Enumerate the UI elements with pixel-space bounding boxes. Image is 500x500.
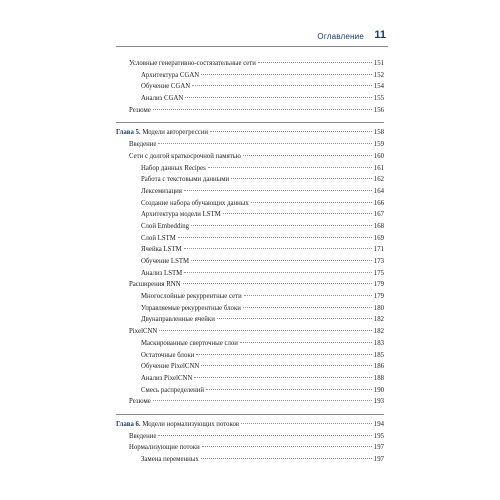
toc-entry[interactable]: [116, 326, 384, 338]
toc-entry[interactable]: [116, 338, 384, 350]
toc-entry-title: Нормализующие потоки: [129, 444, 200, 452]
dot-leader: [201, 74, 372, 75]
toc-chapter-entry[interactable]: [116, 127, 384, 139]
dot-leader: [258, 62, 372, 63]
toc-entry[interactable]: [116, 81, 384, 93]
toc-entry-title: Маскированные сверточные слои: [141, 339, 238, 347]
toc-entry[interactable]: [116, 139, 384, 151]
dot-leader: [153, 400, 372, 401]
toc-page-number: 169: [373, 234, 384, 242]
toc-page-number: 188: [373, 374, 384, 382]
dot-leader: [194, 377, 371, 378]
toc-entry[interactable]: [116, 279, 384, 291]
toc-page-number: 159: [373, 141, 384, 149]
table-of-contents: [116, 58, 384, 466]
chapter-label: Глава 6.: [116, 420, 141, 428]
chapter-title: Модели нормализующих потоков: [142, 420, 240, 428]
dot-leader: [223, 213, 372, 214]
dot-leader: [240, 342, 372, 343]
toc-entry-title: Обучение CGAN: [141, 83, 191, 91]
toc-entry-title: Введение: [129, 432, 157, 440]
toc-entry-title: Обучение LSTM: [141, 258, 190, 265]
toc-entry[interactable]: [116, 163, 384, 175]
toc-page-number: 197: [373, 444, 384, 452]
toc-entry[interactable]: [116, 174, 384, 186]
dot-leader: [158, 143, 371, 144]
dot-leader: [243, 155, 372, 156]
toc-entry[interactable]: [116, 350, 384, 362]
dot-leader: [191, 260, 372, 261]
toc-entry-title: Расширения RNN: [129, 281, 181, 289]
dot-leader: [201, 365, 372, 366]
toc-entry[interactable]: [116, 454, 384, 466]
toc-page-number: 154: [373, 83, 384, 91]
toc-entry[interactable]: [116, 198, 384, 210]
toc-page-number: 182: [373, 316, 384, 324]
chapter-label: Глава 5.: [116, 129, 141, 137]
toc-page-number: 195: [373, 432, 384, 440]
toc-page-number: 151: [373, 60, 384, 67]
dot-leader: [158, 435, 371, 436]
toc-entry-title: Обучение PixelCNN: [141, 363, 200, 371]
toc-entry-title: Слой Embedding: [141, 222, 189, 230]
toc-page-number: 164: [373, 187, 384, 195]
toc-page-number: 185: [373, 351, 384, 359]
toc-page-number: 179: [373, 281, 384, 289]
toc-entry[interactable]: [116, 385, 384, 397]
toc-entry-title: Работа с текстовыми данными: [141, 176, 230, 184]
toc-entry-title: Двунаправленные ячейки: [141, 316, 215, 324]
toc-entry-title: Анализ LSTM: [141, 269, 183, 277]
dot-leader: [184, 248, 372, 249]
dot-leader: [241, 423, 372, 424]
toc-entry[interactable]: [116, 209, 384, 221]
toc-entry[interactable]: [116, 396, 384, 408]
toc-page-number: 152: [373, 71, 384, 79]
toc-entry-title: Условные генеративно-состязательные сети: [129, 60, 256, 67]
toc-page-number: 194: [373, 420, 384, 428]
toc-page-number: 183: [373, 339, 384, 347]
dot-leader: [208, 167, 372, 168]
dot-leader: [231, 178, 372, 179]
toc-page-number: 171: [373, 246, 384, 254]
toc-entry-title: Анализ PixelCNN: [141, 374, 193, 382]
toc-entry[interactable]: [116, 268, 384, 280]
toc-page-number: 179: [373, 293, 384, 301]
toc-entry[interactable]: [116, 151, 384, 163]
toc-page-number: 175: [373, 269, 384, 277]
toc-page-number: 161: [373, 164, 384, 172]
dot-leader: [251, 202, 372, 203]
toc-chapter-entry[interactable]: [116, 419, 384, 431]
dot-leader: [244, 295, 372, 296]
page-number: 11: [374, 29, 386, 41]
toc-entry[interactable]: [116, 186, 384, 198]
dot-leader: [183, 283, 372, 284]
toc-entry-title: Остаточные блоки: [141, 351, 195, 359]
toc-page-number: 156: [373, 106, 384, 114]
toc-entry[interactable]: [116, 256, 384, 268]
toc-entry[interactable]: [116, 431, 384, 443]
toc-page-number: 193: [373, 398, 384, 406]
toc-entry[interactable]: [116, 244, 384, 256]
dot-leader: [159, 330, 371, 331]
toc-entry[interactable]: [116, 70, 384, 82]
toc-entry[interactable]: [116, 233, 384, 245]
toc-entry-title: [116, 127, 208, 139]
toc-entry-title: Архитектура модели LSTM: [141, 211, 221, 219]
toc-entry[interactable]: [116, 373, 384, 385]
dot-leader: [192, 85, 372, 86]
toc-entry[interactable]: [116, 221, 384, 233]
dot-leader: [185, 97, 372, 98]
dot-leader: [191, 225, 372, 226]
toc-page-number: 182: [373, 328, 384, 336]
toc-entry-title: Резюме: [129, 398, 151, 406]
dot-leader: [153, 109, 372, 110]
toc-page-number: 162: [373, 176, 384, 184]
chapter-title: Модели авторегрессии: [142, 129, 209, 137]
toc-page-number: 160: [373, 152, 384, 160]
chapter-separator: [116, 414, 384, 415]
toc-page-number: 158: [373, 129, 384, 137]
toc-entry-title: Многослойные рекуррентные сети: [141, 293, 242, 301]
toc-entry-title: Лексемизация: [141, 187, 182, 195]
toc-entry-title: Анализ CGAN: [141, 95, 184, 103]
dot-leader: [243, 307, 372, 308]
toc-entry[interactable]: [116, 303, 384, 315]
toc-entry-title: Введение: [129, 141, 157, 149]
chapter-separator: [116, 122, 384, 123]
toc-page-number: 180: [373, 304, 384, 312]
toc-entry[interactable]: [116, 105, 384, 117]
toc-entry-title: Резюме: [129, 106, 151, 114]
toc-page-number: 173: [373, 258, 384, 265]
toc-entry-title: Архитектура CGAN: [141, 71, 200, 79]
toc-entry-title: Смесь распределений: [141, 386, 205, 394]
toc-entry-title: Создание набора обучающих данных: [141, 199, 249, 207]
dot-leader: [201, 458, 372, 459]
toc-entry[interactable]: [116, 58, 384, 70]
toc-page-number: 190: [373, 386, 384, 394]
toc-entry[interactable]: [116, 442, 384, 454]
toc-entry-title: PixelCNN: [129, 328, 158, 336]
toc-entry-title: Слой LSTM: [141, 234, 176, 242]
running-header-title: Оглавление: [317, 32, 364, 41]
toc-page-number: 166: [373, 199, 384, 207]
toc-entry[interactable]: [116, 291, 384, 303]
toc-page-number: 197: [373, 456, 384, 463]
dot-leader: [217, 318, 372, 319]
dot-leader: [178, 237, 372, 238]
toc-entry-title: [116, 419, 239, 431]
dot-leader: [202, 446, 372, 447]
toc-entry-title: Сети с долгой краткосрочной памятью: [129, 152, 241, 160]
toc-entry[interactable]: [116, 314, 384, 326]
toc-entry-title: Управляемые рекуррентные блоки: [141, 304, 241, 312]
toc-page-number: 186: [373, 363, 384, 371]
toc-entry-title: Набор данных Recipes: [141, 164, 206, 172]
dot-leader: [184, 272, 372, 273]
toc-entry-title: Ячейка LSTM: [141, 246, 182, 254]
dot-leader: [184, 190, 372, 191]
dot-leader: [196, 354, 372, 355]
toc-entry[interactable]: [116, 361, 384, 373]
toc-entry-title: Замена переменных: [141, 456, 199, 463]
toc-entry[interactable]: [116, 93, 384, 105]
toc-page-number: 168: [373, 222, 384, 230]
running-header: [116, 30, 388, 47]
dot-leader: [206, 389, 372, 390]
toc-page-number: 155: [373, 95, 384, 103]
toc-page-number: 167: [373, 211, 384, 219]
dot-leader: [210, 131, 372, 132]
